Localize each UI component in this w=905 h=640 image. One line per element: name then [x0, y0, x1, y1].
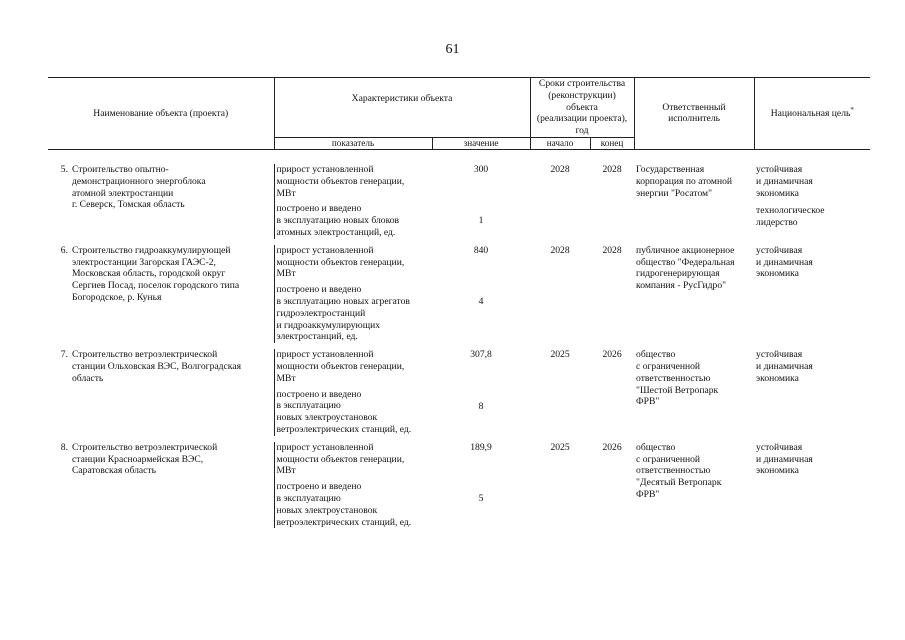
start-year: 2025 [550, 441, 570, 453]
text-line: общество [636, 349, 676, 361]
row-number: 7. [60, 349, 68, 361]
text-line: ветроэлектрических станций, ед. [276, 423, 412, 435]
text-line: новых электроустановок [276, 412, 378, 424]
text-line: построено и введено [276, 203, 362, 215]
row-number: 5. [60, 163, 68, 175]
text-line: станции Красноармейская ВЭС, [72, 453, 204, 465]
text-line: область [72, 372, 104, 384]
table-row [48, 245, 870, 284]
indicator-text [274, 349, 432, 388]
responsible [634, 164, 754, 239]
text-line: ответственностью [636, 465, 711, 477]
text-line: МВт [276, 268, 296, 280]
header-terms: Сроки строительства (реконструкции) объекта (реализации проекта), год [530, 78, 634, 138]
text-line: публичное акционерное [636, 244, 735, 256]
row-number: 8. [60, 441, 68, 453]
text-line: прирост установленной [276, 244, 374, 256]
text-line: экономика [756, 187, 799, 199]
text-line: прирост установленной [276, 163, 374, 175]
text-line: экономика [756, 372, 799, 384]
text-line: ФРВ" [636, 396, 660, 408]
indicator [277, 481, 431, 528]
start-year: 2028 [550, 163, 570, 175]
row-number: 6. [60, 244, 68, 256]
indicator-text [274, 164, 432, 203]
responsible [634, 245, 754, 343]
header-name: Наименование объекта (проекта) [48, 78, 274, 150]
text-line: г. Северск, Томская область [72, 199, 185, 211]
text-line: мощности объектов генерации, [276, 175, 405, 187]
text-line: прирост установленной [276, 349, 374, 361]
text-line: Государственная [636, 163, 705, 175]
national-goal [754, 164, 870, 239]
table-row [48, 442, 870, 481]
indicator-text [274, 284, 432, 343]
object-name [70, 349, 274, 436]
text-line: ФРВ" [636, 488, 660, 500]
text-line: в эксплуатацию [276, 492, 341, 504]
goal-item [756, 164, 868, 199]
text-line: прирост установленной [276, 441, 374, 453]
header-indicator: показатель [274, 137, 432, 149]
object-name [70, 442, 274, 529]
text-line: устойчивая [756, 441, 803, 453]
text-line: атомных электростанций, ед. [276, 226, 396, 238]
indicator-value: 4 [478, 296, 484, 308]
header-end: конец [590, 137, 634, 149]
object-name [70, 245, 274, 343]
text-line: корпорация по атомной [636, 175, 733, 187]
text-line: "Десятый Ветропарк [636, 477, 722, 489]
indicator-value: 1 [478, 215, 484, 227]
indicator-value: 8 [478, 400, 484, 412]
text-line: гидроэлектростанций [276, 307, 366, 319]
indicator-value: 300 [473, 163, 489, 175]
national-goal [754, 349, 870, 436]
indicator [277, 442, 431, 477]
text-line: устойчивая [756, 244, 803, 256]
text-line: экономика [756, 465, 799, 477]
header-start: начало [530, 137, 590, 149]
text-line: экономика [756, 268, 799, 280]
text-line: и динамичная [756, 256, 813, 268]
indicator [277, 203, 431, 238]
text-line: энергии "Росатом" [636, 187, 713, 199]
text-line: в эксплуатацию новых агрегатов [276, 295, 410, 307]
text-line: демонстрационного энергоблока [72, 175, 206, 187]
text-line: Московская область, городской округ [72, 268, 226, 280]
responsible [634, 442, 754, 529]
text-line: Саратовская область [72, 465, 156, 477]
text-line: электростанций, ед. [276, 331, 358, 343]
table-row [48, 349, 870, 388]
start-year: 2028 [550, 244, 570, 256]
end-year: 2026 [602, 349, 622, 361]
end-year: 2028 [602, 163, 622, 175]
text-line: Сергиев Посад, поселок городского типа [72, 280, 240, 292]
indicator-text [274, 245, 432, 284]
indicator [277, 164, 431, 199]
text-line: и динамичная [756, 360, 813, 372]
text-line: электростанции Загорская ГАЭС-2, [72, 256, 216, 268]
text-line: мощности объектов генерации, [276, 360, 405, 372]
text-line: общество [636, 441, 676, 453]
text-line: мощности объектов генерации, [276, 453, 405, 465]
text-line: гидрогенерирующая [636, 268, 720, 280]
text-line: МВт [276, 372, 296, 384]
indicator [277, 389, 431, 436]
text-line: атомной электростанции [72, 187, 174, 199]
text-line: компания - РусГидро" [636, 280, 727, 292]
header-characteristics: Характеристики объекта [274, 78, 530, 138]
text-line: устойчивая [756, 349, 803, 361]
text-line: ветроэлектрических станций, ед. [276, 516, 412, 528]
text-line: МВт [276, 187, 296, 199]
text-line: "Шестой Ветропарк [636, 384, 719, 396]
goal-item [756, 245, 868, 280]
text-line: ответственностью [636, 372, 711, 384]
text-line: Строительство ветроэлектрической [72, 441, 218, 453]
text-line: построено и введено [276, 388, 362, 400]
indicator-value: 5 [478, 493, 484, 505]
goal-item [756, 205, 868, 229]
indicator-text [274, 203, 432, 238]
text-line: с ограниченной [636, 360, 701, 372]
goal-item [756, 349, 868, 384]
header-goal: Национальная цель* [754, 78, 870, 150]
responsible [634, 349, 754, 436]
national-goal [754, 245, 870, 343]
text-line: технологическое [756, 205, 825, 217]
text-line: Строительство гидроаккумулирующей [72, 244, 231, 256]
indicator [277, 245, 431, 280]
indicator-text [274, 442, 432, 481]
text-line: построено и введено [276, 481, 362, 493]
text-line: и гидроаккумулирующих [276, 319, 381, 331]
text-line: мощности объектов генерации, [276, 256, 405, 268]
text-line: устойчивая [756, 163, 803, 175]
text-line: общество "Федеральная [636, 256, 735, 268]
table-row [48, 164, 870, 203]
object-name [70, 164, 274, 239]
header-value: значение [432, 137, 530, 149]
text-line: в эксплуатацию новых блоков [276, 215, 400, 227]
text-line: в эксплуатацию [276, 400, 341, 412]
indicator-text [274, 389, 432, 436]
text-line: построено и введено [276, 284, 362, 296]
text-line: лидерство [756, 217, 798, 229]
page-number: 61 [445, 42, 460, 57]
text-line: с ограниченной [636, 453, 701, 465]
national-goal [754, 442, 870, 529]
text-line: и динамичная [756, 453, 813, 465]
indicator-value: 840 [473, 244, 489, 256]
indicator [277, 349, 431, 384]
end-year: 2028 [602, 244, 622, 256]
text-line: МВт [276, 465, 296, 477]
goal-item [756, 442, 868, 477]
text-line: и динамичная [756, 175, 813, 187]
indicator-value: 189,9 [470, 441, 492, 453]
indicator-text [274, 481, 432, 528]
text-line: станции Ольховская ВЭС, Волгоградская [72, 360, 241, 372]
indicator-value: 307,8 [470, 349, 492, 361]
header-responsible: Ответственный исполнитель [634, 78, 754, 150]
start-year: 2025 [550, 349, 570, 361]
text-line: Строительство опытно- [72, 163, 169, 175]
text-line: новых электроустановок [276, 504, 378, 516]
indicator [277, 284, 431, 343]
text-line: Богородское, р. Кунья [72, 291, 162, 303]
objects-table [48, 77, 870, 528]
end-year: 2026 [602, 441, 622, 453]
text-line: Строительство ветроэлектрической [72, 349, 218, 361]
